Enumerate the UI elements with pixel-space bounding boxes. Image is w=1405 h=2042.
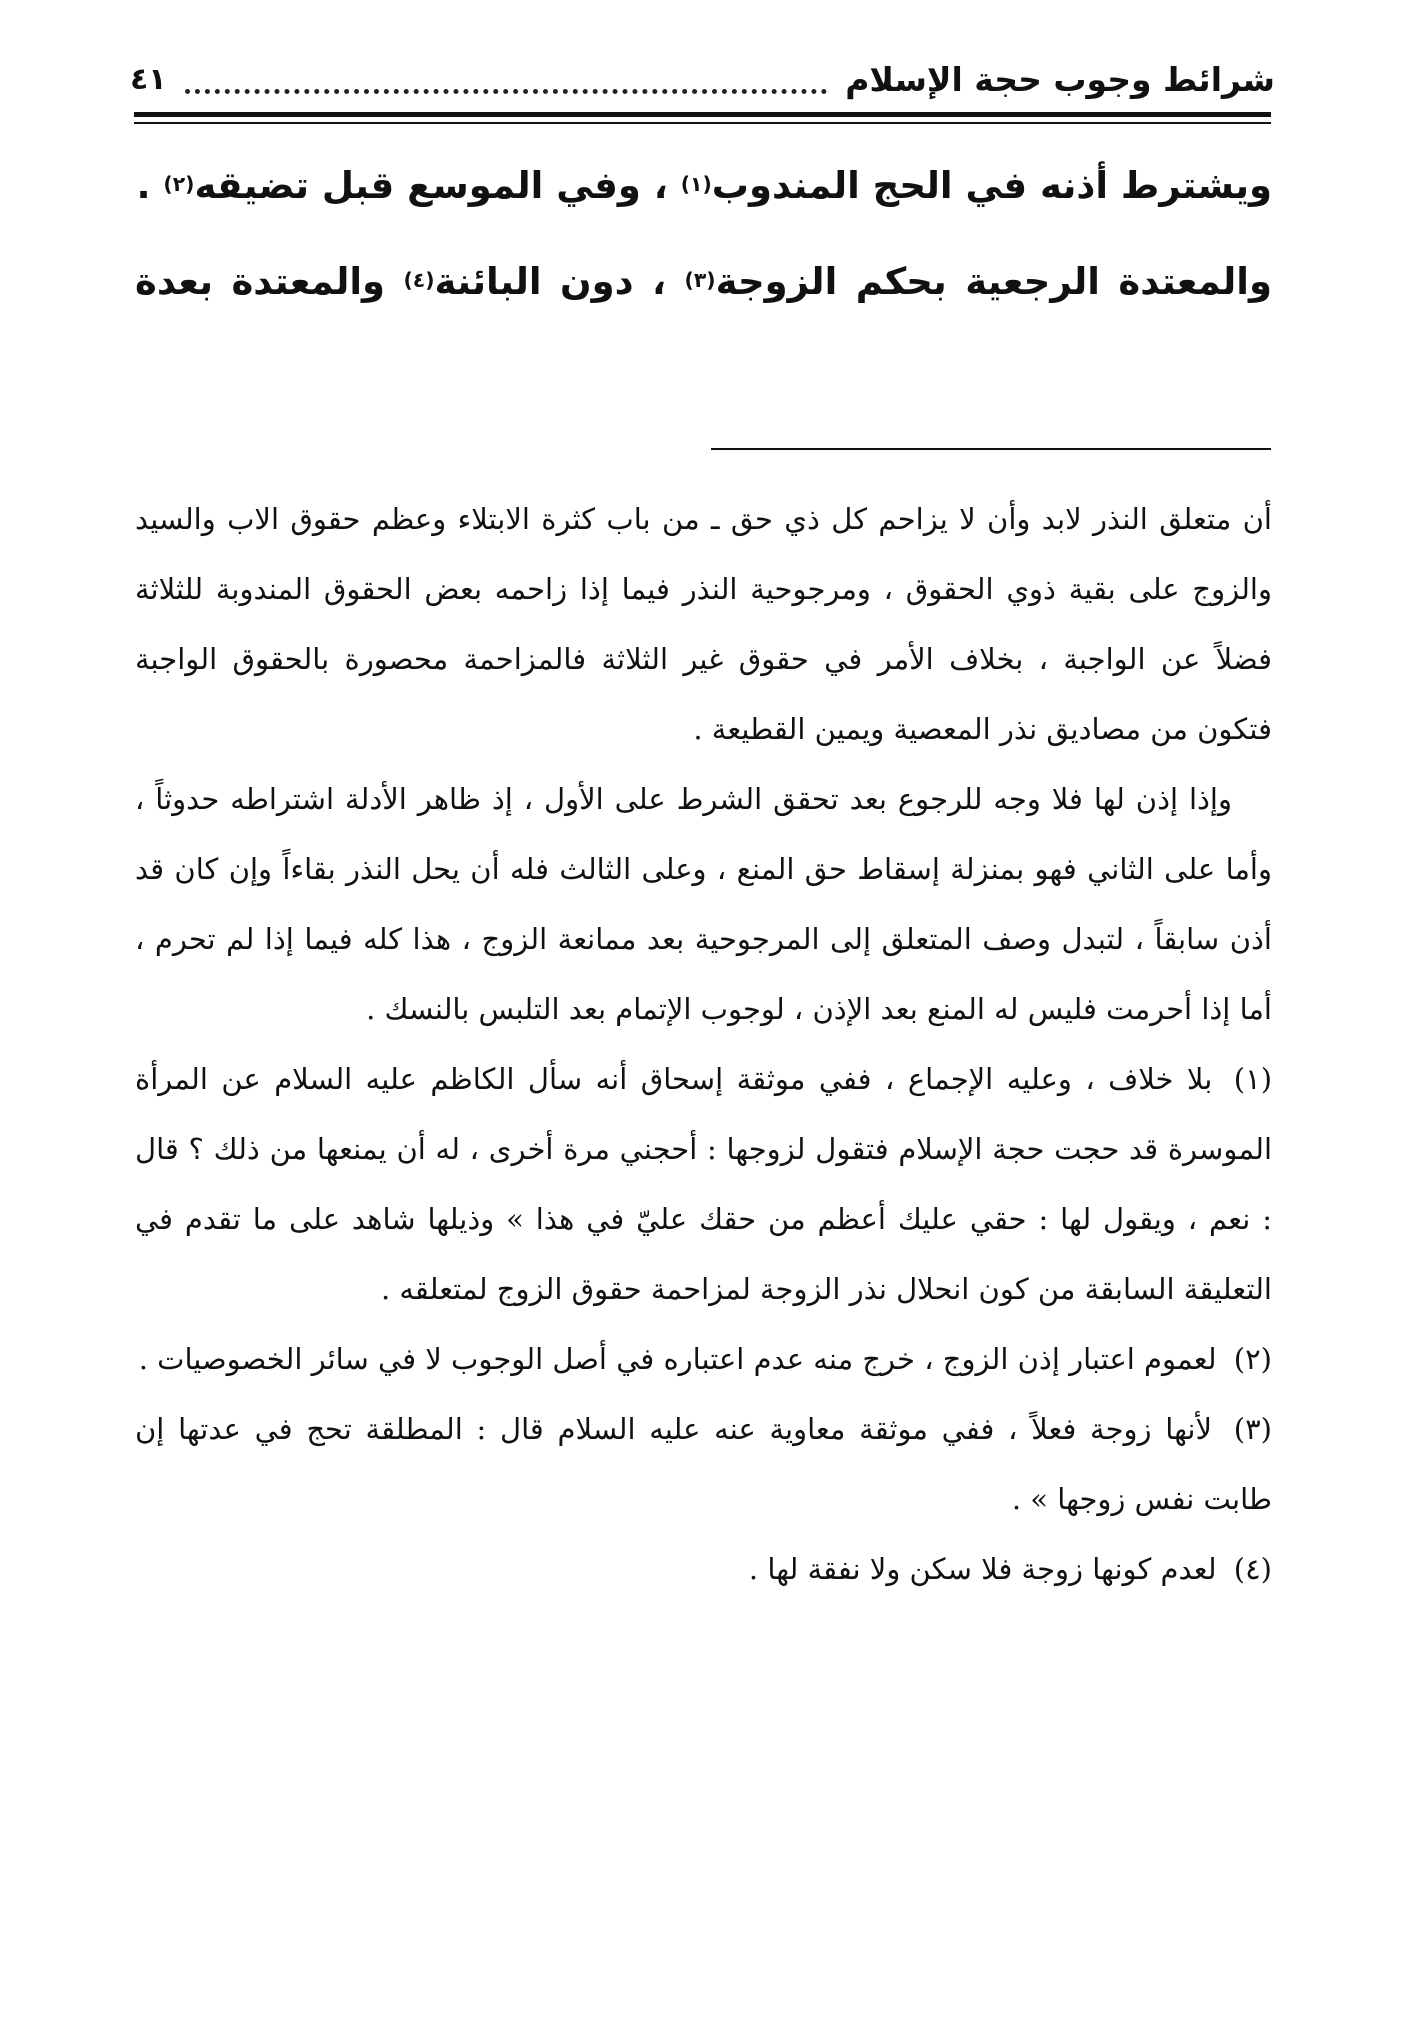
running-header	[130, 44, 1275, 114]
footnote-number-2: (٢)	[1233, 1342, 1272, 1376]
footnote-number-4: (٤)	[1233, 1552, 1272, 1586]
main-line-1-part-a: ويشترط أذنه في الحج المندوب	[711, 164, 1272, 207]
footnote-text-4: لعدم كونها زوجة فلا سكن ولا نفقة لها .	[748, 1552, 1217, 1586]
footnote-text-1: بلا خلاف ، وعليه الإجماع ، ففي موثقة إسحاق أنه سأل الكاظم عليه السلام عن المرأة الموسرة قد حجت حجة الإسلام فتقول لزوجها : أحجني مرة أخرى ، له أن يمنعها من ذلك ؟ قال : نعم ، ويقول لها : حقي عليك أعظم من حقك عليّ في هذا » وذيلها شاهد على ما تقدم في التعليقة السابقة من كون انحلال نذر الزوجة لمزاحمة حقوق الزوج لمتعلقه .	[135, 1062, 1272, 1306]
leader-dots	[185, 85, 828, 94]
footnote-item-1	[135, 1044, 1272, 1324]
page-number: ٤١	[130, 61, 167, 97]
main-line-2	[135, 234, 1272, 330]
chapter-title: شرائط وجوب حجة الإسلام	[845, 59, 1275, 99]
footnote-number-3: (٣)	[1233, 1412, 1272, 1446]
footnote-text-2: لعموم اعتبار إذن الزوج ، خرج منه عدم اعتباره في أصل الوجوب لا في سائر الخصوصيات .	[138, 1342, 1217, 1376]
main-line-1-part-b: ، وفي الموسع قبل تضيقه	[194, 164, 668, 207]
footnotes	[135, 484, 1272, 1604]
footnote-marker-4[interactable]: (٤)	[403, 267, 435, 292]
footnote-text-3: لأنها زوجة فعلاً ، ففي موثقة معاوية عنه عليه السلام قال : المطلقة تحج في عدتها إن طابت نفس زوجها » .	[135, 1412, 1272, 1516]
footnote-number-1: (١)	[1233, 1062, 1273, 1096]
footnote-item-4	[135, 1534, 1272, 1604]
footnote-marker-2[interactable]: (٢)	[163, 171, 195, 196]
footnote-paragraph: وإذا إذن لها فلا وجه للرجوع بعد تحقق الشرط على الأول ، إذ ظاهر الأدلة اشتراطه حدوثاً ، وأما على الثاني فهو بمنزلة إسقاط حق المنع ، وعلى الثالث فله أن يحل النذر بقاءاً وإن كان قد أذن سابقاً ، لتبدل وصف المتعلق إلى المرجوحية بعد ممانعة الزوج ، هذا كله فيما إذا لم تحرم ، أما إذا أحرمت فليس له المنع بعد الإذن ، لوجوب الإتمام بعد التلبس بالنسك .	[135, 782, 1272, 1026]
main-text	[135, 138, 1272, 330]
main-line-1	[135, 138, 1272, 234]
footnote-marker-3[interactable]: (٣)	[684, 267, 716, 292]
footnote-continuation: أن متعلق النذر لابد وأن لا يزاحم كل ذي حق ـ من باب كثرة الابتلاء وعظم حقوق الاب والسيد والزوج على بقية ذوي الحقوق ، ومرجوحية النذر فيما إذا زاحمه بعض الحقوق المندوبة للثلاثة فضلاً عن الواجبة ، بخلاف الأمر في حقوق غير الثلاثة فالمزاحمة محصورة بالحقوق الواجبة فتكون من مصاديق نذر المعصية ويمين القطيعة .	[135, 502, 1272, 746]
footnote-marker-1[interactable]: (١)	[680, 171, 712, 196]
header-rule-thin	[134, 122, 1271, 124]
header-rule-thick	[134, 112, 1271, 117]
footnote-item-3	[135, 1394, 1272, 1534]
footnote-separator	[711, 448, 1271, 450]
main-line-2-part-a: والمعتدة الرجعية بحكم الزوجة	[715, 260, 1272, 303]
main-line-2-part-b: ، دون البائنة	[434, 260, 667, 303]
main-line-1-part-c: .	[136, 164, 151, 207]
main-line-2-part-c: والمعتدة بعدة	[135, 260, 386, 303]
footnote-item-2	[135, 1324, 1272, 1394]
